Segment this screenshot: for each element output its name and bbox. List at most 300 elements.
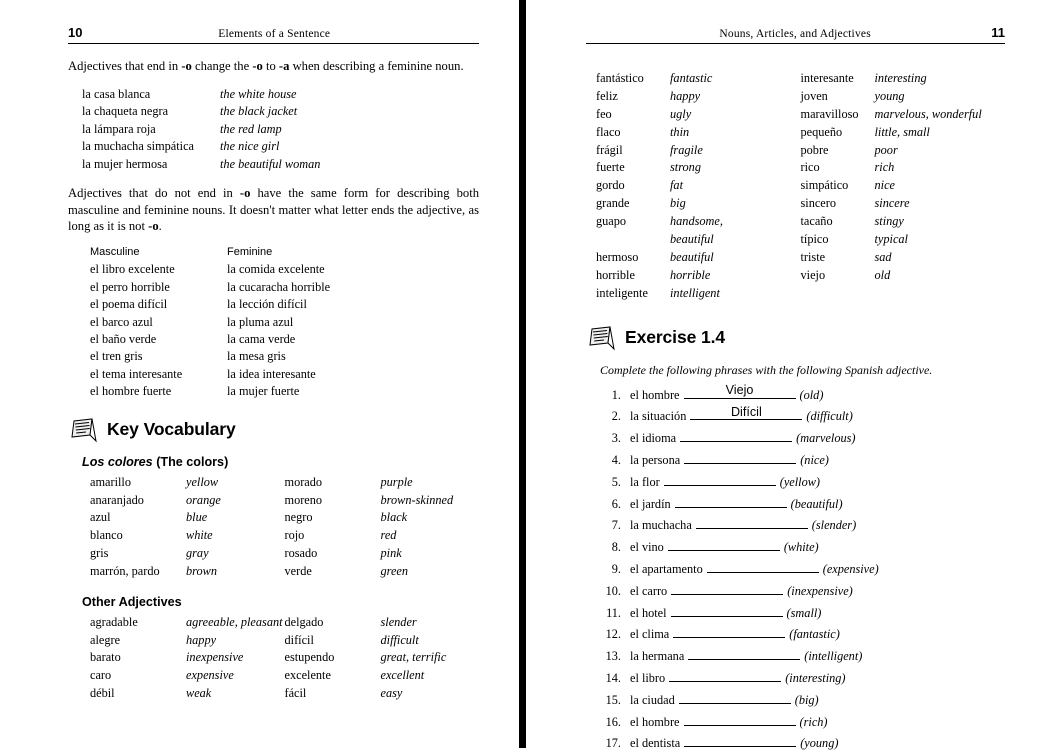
vocab-english: fat xyxy=(670,178,683,193)
vocab-english: interesting xyxy=(874,71,927,85)
table-row xyxy=(90,261,479,278)
vocab-entry xyxy=(801,159,1006,177)
item-stem: el carro xyxy=(630,583,668,598)
list-item xyxy=(600,605,1005,619)
vocab-entry xyxy=(801,124,1006,142)
vocab-spanish: flaco xyxy=(596,124,621,139)
item-hint: (inexpensive) xyxy=(787,583,853,598)
list-item xyxy=(600,539,1005,553)
answer-blank[interactable] xyxy=(679,692,791,704)
vocab-spanish: interesante xyxy=(800,71,854,85)
vocab-english: gray xyxy=(186,546,209,561)
vocab-entry xyxy=(596,177,801,195)
vocab-entry xyxy=(90,632,285,650)
adjectives-column-1 xyxy=(596,70,801,303)
feminine-form: la idea interesante xyxy=(227,366,316,381)
vocab-entry xyxy=(285,474,480,492)
item-stem: el clima xyxy=(630,627,670,642)
vocab-english: fantastic xyxy=(670,71,713,85)
vocab-english: brown-skinned xyxy=(380,492,454,507)
exercise-item-list xyxy=(600,382,1005,750)
vocab-spanish: frágil xyxy=(596,142,623,157)
list-item xyxy=(600,561,1005,575)
list-item xyxy=(600,735,1005,749)
item-number: 9. xyxy=(611,561,621,576)
vocab-entry xyxy=(596,70,801,88)
item-hint: (slender) xyxy=(811,518,857,533)
vocab-entry xyxy=(90,667,285,685)
answer-blank[interactable] xyxy=(696,517,808,529)
vocab-spanish: anaranjado xyxy=(90,492,144,507)
item-hint: (expensive) xyxy=(822,561,879,576)
page-gutter xyxy=(519,0,526,748)
vocab-spanish: feliz xyxy=(596,88,618,103)
table-row xyxy=(90,348,479,365)
vocab-spanish: pobre xyxy=(800,142,829,157)
vocab-spanish: fuerte xyxy=(596,160,625,175)
paragraph-feminine-rule: Adjectives that end in -o change the -o to -a when describing a feminine noun. xyxy=(68,59,464,73)
vocab-english: horrible xyxy=(670,267,711,282)
vocab-english: little, small xyxy=(874,124,930,139)
vocab-english: green xyxy=(380,563,409,578)
vocab-english: blue xyxy=(186,510,208,525)
item-number: 11. xyxy=(606,605,621,620)
item-stem: la persona xyxy=(630,452,681,467)
example-english: the red lamp xyxy=(220,121,282,136)
vocab-spanish: delgado xyxy=(284,614,324,629)
vocab-spanish: morado xyxy=(284,474,323,489)
masculine-form: el perro horrible xyxy=(90,279,170,294)
vocab-spanish: maravilloso xyxy=(800,106,859,121)
vocab-english: sad xyxy=(874,249,892,264)
left-running-head-title: Elements of a Sentence xyxy=(218,28,331,40)
vocab-spanish: viejo xyxy=(800,267,826,282)
vocab-spanish: pequeño xyxy=(800,124,843,139)
vocab-entry xyxy=(801,177,1006,195)
vocab-english: brown xyxy=(186,563,217,578)
feminine-form: la cucaracha horrible xyxy=(227,279,331,294)
vocab-english: excellent xyxy=(380,668,425,683)
item-number: 10. xyxy=(605,583,621,598)
vocab-english: sincere xyxy=(874,196,910,211)
feminine-form: la pluma azul xyxy=(227,314,294,329)
vocab-spanish: inteligente xyxy=(596,285,648,300)
vocab-entry xyxy=(90,614,285,632)
vocab-spanish: triste xyxy=(800,249,826,264)
item-stem: la flor xyxy=(630,474,660,489)
colors-vocabulary-grid xyxy=(90,474,479,581)
vocab-spanish: excelente xyxy=(284,668,331,683)
vocab-entry xyxy=(90,527,285,545)
other-adjectives-subheading: Other Adjectives xyxy=(82,594,182,609)
table-row xyxy=(90,366,479,383)
vocab-entry xyxy=(285,509,480,527)
list-item xyxy=(82,103,479,120)
right-page-body xyxy=(586,44,1005,750)
item-stem: el idioma xyxy=(630,431,677,446)
key-vocabulary-heading: Key Vocabulary xyxy=(107,419,236,440)
vocab-entry xyxy=(596,195,801,213)
other-adjectives-column-1 xyxy=(90,614,285,703)
item-number: 16. xyxy=(605,714,621,729)
list-item xyxy=(82,156,479,173)
vocab-english: young xyxy=(874,88,905,103)
vocab-english: nice xyxy=(874,178,895,193)
answer-text: Viejo xyxy=(725,382,754,397)
vocab-english: beautiful xyxy=(670,232,714,247)
example-spanish: la casa blanca xyxy=(82,86,151,101)
vocab-entry xyxy=(596,124,801,142)
answer-blank[interactable] xyxy=(684,735,796,747)
vocab-english: fragile xyxy=(670,142,703,157)
vocab-english: typical xyxy=(874,232,908,247)
item-hint: (rich) xyxy=(799,714,828,729)
masculine-form: el barco azul xyxy=(90,314,153,329)
vocab-spanish: horrible xyxy=(596,267,635,282)
pencil-icon xyxy=(68,417,98,443)
vocab-spanish: barato xyxy=(90,650,121,665)
masculine-form: el poema difícil xyxy=(90,297,168,312)
answer-blank[interactable] xyxy=(668,539,780,551)
vocab-spanish: feo xyxy=(596,106,612,121)
vocab-english: intelligent xyxy=(670,285,720,300)
column-header-masculine: Masculine xyxy=(90,246,140,259)
vocab-entry xyxy=(285,685,480,703)
vocab-entry xyxy=(90,649,285,667)
vocab-spanish: hermoso xyxy=(596,249,639,264)
vocab-spanish: simpático xyxy=(800,178,849,193)
answer-blank[interactable] xyxy=(675,496,787,508)
vocab-english: white xyxy=(186,528,213,543)
list-item xyxy=(82,121,479,138)
masculine-form: el tren gris xyxy=(90,349,143,364)
item-number: 15. xyxy=(605,692,621,707)
vocab-entry xyxy=(285,563,480,581)
other-adjectives-grid xyxy=(90,614,479,703)
item-number: 5. xyxy=(611,474,621,489)
vocab-spanish: verde xyxy=(284,563,312,578)
list-item xyxy=(600,404,1005,424)
answer-blank[interactable] xyxy=(688,648,800,660)
item-stem: el libro xyxy=(630,670,666,685)
vocab-spanish: negro xyxy=(284,510,313,525)
vocab-english: expensive xyxy=(186,668,234,683)
item-hint: (small) xyxy=(786,605,822,620)
vocab-entry xyxy=(801,106,1006,124)
vocab-spanish: marrón, pardo xyxy=(90,563,160,578)
item-hint: (beautiful) xyxy=(790,496,843,511)
right-running-head-title: Nouns, Articles, and Adjectives xyxy=(719,28,871,40)
item-hint: (nice) xyxy=(800,452,829,467)
list-item xyxy=(82,86,479,103)
item-stem: la situación xyxy=(630,409,687,424)
item-number: 17. xyxy=(605,736,621,750)
item-number: 6. xyxy=(611,496,621,511)
list-item xyxy=(600,496,1005,510)
example-spanish: la lámpara roja xyxy=(82,121,156,136)
list-item xyxy=(600,474,1005,488)
vocab-spanish: típico xyxy=(800,232,829,247)
feminine-form: la mujer fuerte xyxy=(227,384,300,399)
table-row xyxy=(90,331,479,348)
vocab-entry xyxy=(801,267,1006,285)
list-item xyxy=(600,583,1005,597)
left-running-header xyxy=(68,22,479,44)
vocab-entry xyxy=(90,509,285,527)
item-hint: (big) xyxy=(794,692,819,707)
vocab-spanish: estupendo xyxy=(284,650,335,665)
adjectives-column-2 xyxy=(801,70,1006,303)
masculine-form: el tema interesante xyxy=(90,366,183,381)
vocab-entry xyxy=(285,632,480,650)
vocab-spanish: tacaño xyxy=(800,214,833,229)
item-hint: (intelligent) xyxy=(804,649,863,664)
vocab-entry xyxy=(596,106,801,124)
right-folio: 11 xyxy=(991,25,1005,40)
left-page xyxy=(0,0,519,748)
table-row xyxy=(90,383,479,400)
item-number: 7. xyxy=(611,518,621,533)
exercise-heading-block xyxy=(586,325,1005,351)
item-stem: el hotel xyxy=(630,605,667,620)
vocab-english: poor xyxy=(874,142,898,157)
list-item xyxy=(600,430,1005,444)
vocab-spanish: rojo xyxy=(284,528,305,543)
colors-subheading-spanish: Los colores xyxy=(82,454,153,469)
vocab-entry xyxy=(596,267,801,285)
vocab-english: easy xyxy=(380,686,403,701)
vocab-spanish: agradable xyxy=(90,614,138,629)
vocab-english: stingy xyxy=(874,214,904,229)
vocab-english: yellow xyxy=(186,474,219,489)
vocab-entry xyxy=(90,492,285,510)
vocab-english: slender xyxy=(380,614,417,629)
vocab-spanish: fantástico xyxy=(596,71,644,85)
answer-blank[interactable] xyxy=(680,430,792,442)
vocab-entry xyxy=(90,563,285,581)
vocab-english: pink xyxy=(380,546,402,561)
vocab-spanish: gordo xyxy=(596,178,625,193)
vocab-english: old xyxy=(874,267,891,282)
vocab-spanish: blanco xyxy=(90,528,123,543)
list-item xyxy=(600,648,1005,662)
colors-column-2 xyxy=(285,474,480,581)
vocab-spanish: guapo xyxy=(596,214,627,229)
masculine-feminine-list xyxy=(90,261,479,401)
vocab-spanish: difícil xyxy=(284,632,314,647)
vocab-english: weak xyxy=(186,686,212,701)
example-spanish: la chaqueta negra xyxy=(82,104,169,119)
answer-blank[interactable] xyxy=(684,382,796,399)
list-item xyxy=(600,714,1005,728)
table-row xyxy=(90,279,479,296)
vocab-english: big xyxy=(670,196,686,211)
list-item xyxy=(600,517,1005,531)
vocab-entry xyxy=(801,231,1006,249)
list-item xyxy=(600,670,1005,684)
example-english: the nice girl xyxy=(220,139,280,154)
list-item xyxy=(600,692,1005,706)
vocab-spanish: joven xyxy=(800,88,828,103)
item-number: 12. xyxy=(605,627,621,642)
vocab-spanish: moreno xyxy=(284,492,323,507)
vocab-english: inexpensive xyxy=(186,650,244,665)
vocab-spanish: alegre xyxy=(90,632,121,647)
vocab-entry xyxy=(801,249,1006,267)
colors-subheading-english: (The colors) xyxy=(156,454,229,469)
key-vocabulary-heading-block xyxy=(68,417,479,443)
item-stem: el dentista xyxy=(630,736,681,750)
answer-blank[interactable] xyxy=(671,583,783,595)
vocab-english: orange xyxy=(186,492,221,507)
example-spanish: la muchacha simpática xyxy=(82,139,194,154)
right-page xyxy=(526,0,1045,748)
feminine-form: la lección difícil xyxy=(227,297,307,312)
vocab-english: happy xyxy=(186,632,217,647)
example-english: the black jacket xyxy=(220,104,298,119)
answer-blank[interactable] xyxy=(707,561,819,573)
other-adjectives-column-2 xyxy=(285,614,480,703)
item-hint: (young) xyxy=(800,736,839,750)
item-number: 13. xyxy=(605,649,621,664)
pencil-icon xyxy=(586,325,616,351)
vocab-entry xyxy=(596,159,801,177)
item-number: 14. xyxy=(605,670,621,685)
vocab-english: thin xyxy=(670,124,690,139)
vocab-english: strong xyxy=(670,160,701,175)
vocab-spanish: rico xyxy=(800,160,820,175)
vocab-entry xyxy=(285,614,480,632)
vocab-entry xyxy=(90,545,285,563)
right-running-header xyxy=(586,22,1005,44)
left-page-body xyxy=(68,44,479,703)
vocab-entry-continuation xyxy=(596,231,801,249)
example-spanish: la mujer hermosa xyxy=(82,156,168,171)
vocab-entry xyxy=(801,70,1006,88)
item-stem: el hombre xyxy=(630,387,680,402)
vocab-english: red xyxy=(380,528,397,543)
vocab-english: purple xyxy=(380,474,413,489)
vocab-entry xyxy=(285,527,480,545)
list-item xyxy=(600,382,1005,402)
feminine-examples-list xyxy=(82,86,479,173)
vocab-spanish: débil xyxy=(90,686,115,701)
answer-blank[interactable] xyxy=(671,605,783,617)
table-row xyxy=(90,314,479,331)
example-english: the beautiful woman xyxy=(220,156,321,171)
item-number: 2. xyxy=(611,409,621,424)
vocab-entry xyxy=(801,195,1006,213)
vocab-spanish: caro xyxy=(90,668,112,683)
colors-subheading xyxy=(82,455,479,469)
vocab-english: handsome, xyxy=(670,214,723,229)
vocab-entry xyxy=(285,667,480,685)
vocab-english: happy xyxy=(670,88,701,103)
column-header-feminine: Feminine xyxy=(227,246,273,259)
item-number: 8. xyxy=(611,540,621,555)
table-row xyxy=(90,296,479,313)
vocab-spanish: sincero xyxy=(800,196,837,211)
item-hint: (old) xyxy=(799,387,824,402)
item-stem: el hombre xyxy=(630,714,680,729)
item-number: 4. xyxy=(611,452,621,467)
answer-blank[interactable] xyxy=(664,474,776,486)
answer-blank[interactable] xyxy=(669,670,781,682)
item-stem: el apartamento xyxy=(630,561,703,576)
item-stem: la hermana xyxy=(630,649,685,664)
vocab-english: ugly xyxy=(670,106,692,121)
answer-blank[interactable] xyxy=(673,626,785,638)
vocab-english: rich xyxy=(874,160,895,175)
vocab-entry xyxy=(596,142,801,160)
vocab-spanish: rosado xyxy=(284,546,318,561)
vocab-english: great, terrific xyxy=(380,650,447,665)
list-item xyxy=(600,452,1005,466)
item-stem: la ciudad xyxy=(630,692,675,707)
vocab-spanish: azul xyxy=(90,510,111,525)
item-hint: (marvelous) xyxy=(796,431,856,446)
vocab-english: marvelous, wonderful xyxy=(874,106,982,121)
list-item xyxy=(82,138,479,155)
vocab-entry xyxy=(285,649,480,667)
colors-column-1 xyxy=(90,474,285,581)
vocab-spanish: amarillo xyxy=(90,474,131,489)
vocab-entry xyxy=(596,285,801,303)
example-english: the white house xyxy=(220,86,297,101)
vocab-entry xyxy=(90,474,285,492)
answer-blank[interactable] xyxy=(684,452,796,464)
answer-blank[interactable] xyxy=(690,404,802,420)
exercise-heading: Exercise 1.4 xyxy=(625,327,725,348)
vocab-spanish: gris xyxy=(90,546,109,561)
masculine-form: el hombre fuerte xyxy=(90,384,172,399)
item-number: 1. xyxy=(611,387,621,402)
answer-text: Difícil xyxy=(730,404,762,419)
item-hint: (difficult) xyxy=(806,409,853,424)
vocab-english: agreeable, pleasant xyxy=(186,614,283,629)
item-hint: (yellow) xyxy=(779,474,821,489)
answer-blank[interactable] xyxy=(684,714,796,726)
vocab-spanish: grande xyxy=(596,196,630,211)
item-hint: (interesting) xyxy=(785,670,846,685)
list-item xyxy=(600,626,1005,640)
vocab-entry xyxy=(801,142,1006,160)
item-number: 3. xyxy=(611,431,621,446)
adjectives-vocabulary-grid xyxy=(596,70,1005,303)
vocab-spanish: fácil xyxy=(284,686,307,701)
vocab-english: black xyxy=(380,510,408,525)
vocab-entry xyxy=(285,545,480,563)
item-hint: (fantastic) xyxy=(789,627,840,642)
vocab-entry xyxy=(596,249,801,267)
exercise-instructions: Complete the following phrases with the following Spanish adjective. xyxy=(600,362,933,377)
masculine-feminine-headers xyxy=(90,246,479,258)
vocab-english: difficult xyxy=(380,632,419,647)
item-stem: el jardín xyxy=(630,496,671,511)
feminine-form: la comida excelente xyxy=(227,262,325,277)
feminine-form: la cama verde xyxy=(227,332,296,347)
vocab-entry xyxy=(596,88,801,106)
vocab-english: beautiful xyxy=(670,249,714,264)
item-hint: (white) xyxy=(783,540,819,555)
masculine-form: el libro excelente xyxy=(90,262,175,277)
vocab-entry xyxy=(285,492,480,510)
left-folio: 10 xyxy=(68,25,83,40)
item-stem: la muchacha xyxy=(630,518,692,533)
vocab-entry xyxy=(801,88,1006,106)
paragraph-invariable-rule: Adjectives that do not end in -o have the same form for describing both masculine and feminine nouns. It doesn't matter what letter ends the adjective, as long as it is not -o. xyxy=(68,186,479,234)
vocab-entry xyxy=(801,213,1006,231)
